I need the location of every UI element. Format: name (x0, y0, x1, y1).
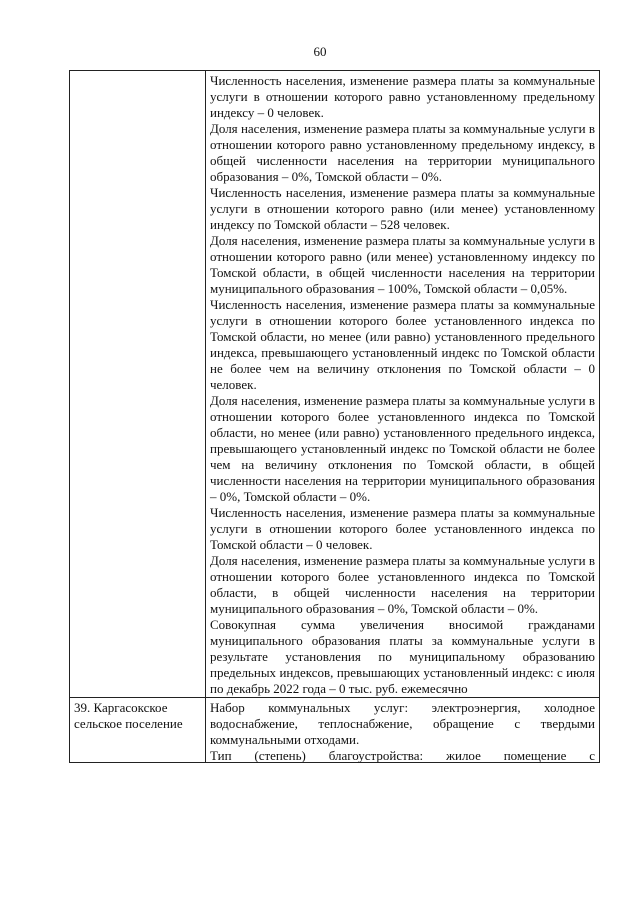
paragraph: Тип (степень) благоустройства: жилое помещение с (210, 748, 595, 762)
paragraph: Численность населения, изменение размера платы за коммунальные услуги в отношении которого равно установленному предельному индексу – 0 человек. (210, 73, 595, 120)
paragraph: Доля населения, изменение размера платы за коммунальные услуги в отношении которого равно (или менее) установленному индексу по Томской области, в общей численности населения на территории муниципального образования – 100%, Томской области – 0,05%. (210, 233, 595, 296)
paragraph: Численность населения, изменение размера платы за коммунальные услуги в отношении которого равно (или менее) установленному индексу по Томской области – 528 человек. (210, 185, 595, 232)
table-row (70, 698, 600, 763)
page-number: 60 (313, 44, 327, 59)
table-row (70, 71, 600, 698)
description-cell (206, 698, 600, 763)
paragraph: Численность населения, изменение размера платы за коммунальные услуги в отношении которого более установленного индекса по Томской области – 0 человек. (210, 505, 595, 552)
description-cell (206, 71, 600, 698)
paragraph: Доля населения, изменение размера платы за коммунальные услуги в отношении которого более установленного индекса по Томской области, но менее (или равно) установленного предельного индекса, превышающего установленный индекс по Томской области не более чем на величину отклонения по Томской области, в общей численности населения на территории муниципального образования – 0%, Томской области – 0%. (210, 393, 595, 504)
paragraph: Численность населения, изменение размера платы за коммунальные услуги в отношении которого более установленного индекса по Томской области, но менее (или равно) установленного предельного индекса, превышающего установленный индекс по Томской области не более чем на величину отклонения по Томской области – 0 человек. (210, 297, 595, 392)
paragraph: Совокупная сумма увеличения вносимой гражданами муниципального образования платы за коммунальные услуги в результате установления по муниципальному образованию предельных индексов, превышающих установленный индекс: с июля по декабрь 2022 года – 0 тыс. руб. ежемесячно (210, 617, 595, 696)
paragraph: Набор коммунальных услуг: электроэнергия, холодное водоснабжение, теплоснабжение, обращение с твердыми коммунальными отходами. (210, 700, 595, 747)
data-table (69, 70, 600, 763)
paragraph: Доля населения, изменение размера платы за коммунальные услуги в отношении которого более установленного индекса по Томской области, в общей численности населения на территории муниципального образования – 0%, Томской области – 0%. (210, 553, 595, 616)
place-cell (70, 698, 206, 763)
place-label: 39. Каргасокское сельское поселение (74, 700, 183, 731)
place-cell (70, 71, 206, 698)
paragraph: Доля населения, изменение размера платы за коммунальные услуги в отношении которого равно установленному предельному индексу, в общей численности населения на территории муниципального образования – 0%, Томской области – 0%. (210, 121, 595, 184)
